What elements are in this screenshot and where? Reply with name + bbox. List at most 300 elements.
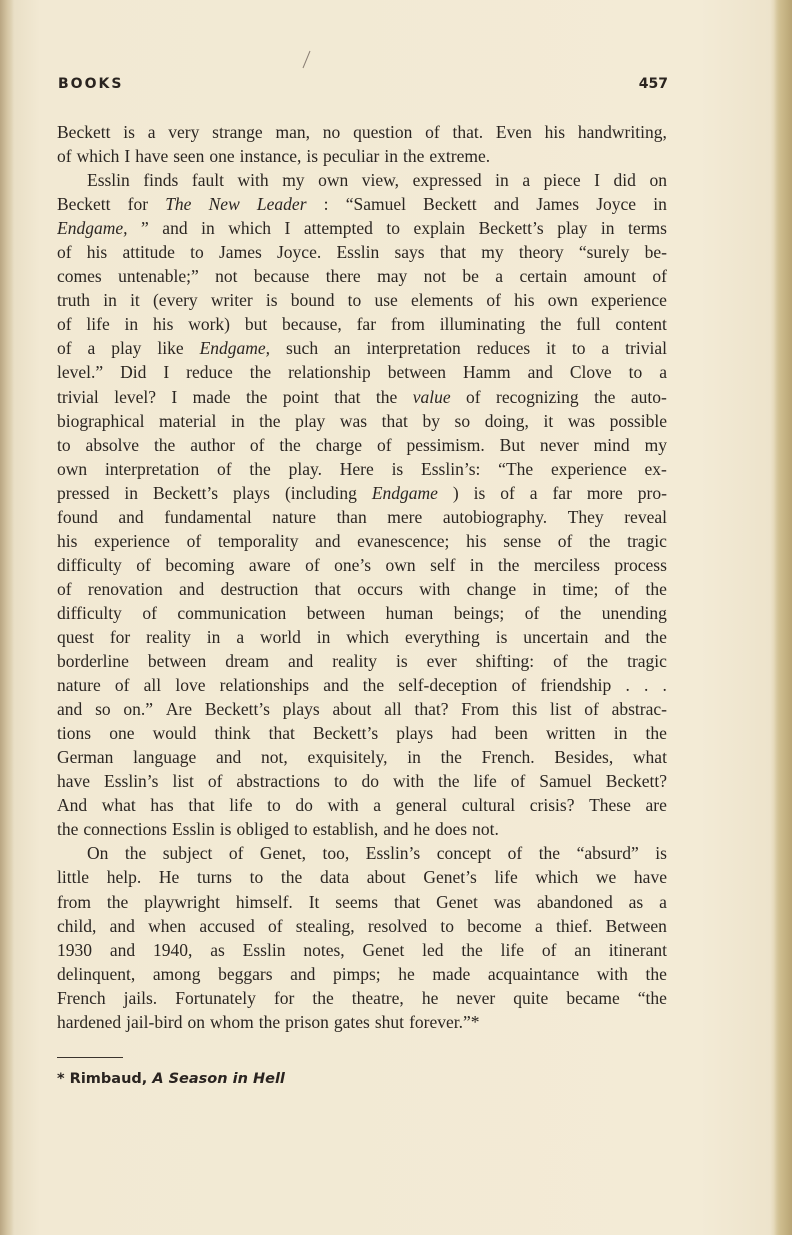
word: Endgame, xyxy=(57,218,128,239)
word: with xyxy=(327,795,359,816)
word: world xyxy=(260,626,301,647)
word: my xyxy=(481,242,504,263)
word: interpretation xyxy=(366,338,461,359)
word: seen xyxy=(173,146,205,167)
word: not xyxy=(215,266,238,287)
word: that xyxy=(381,410,408,431)
word: the xyxy=(153,434,176,455)
text-line xyxy=(57,336,667,360)
word: and xyxy=(493,194,520,215)
word: Beckett? xyxy=(605,771,667,792)
word: a xyxy=(659,891,667,912)
word: Besides, xyxy=(554,747,614,768)
word: difficulty xyxy=(57,554,122,575)
word: James xyxy=(219,242,262,263)
word: attempted xyxy=(303,218,373,239)
word: content xyxy=(615,314,667,335)
word: as xyxy=(210,939,225,960)
word: reveal xyxy=(624,506,667,527)
word: a xyxy=(529,482,538,503)
word: what xyxy=(101,795,136,816)
word: such xyxy=(286,338,319,359)
word: the xyxy=(279,434,301,455)
text-line xyxy=(57,457,667,481)
word: “Samuel xyxy=(345,194,406,215)
text-line xyxy=(57,553,667,577)
word: Endgame, xyxy=(199,338,271,359)
word: trivial xyxy=(625,338,667,359)
word: the xyxy=(438,771,460,792)
word: work) xyxy=(188,314,231,335)
word: not. xyxy=(472,819,499,840)
word: was xyxy=(339,410,368,431)
word: and xyxy=(109,915,135,936)
word: the xyxy=(645,626,667,647)
text-line xyxy=(57,264,667,288)
word: the xyxy=(589,530,611,551)
word: own xyxy=(318,170,349,191)
word: The xyxy=(165,194,192,215)
text-line xyxy=(57,745,667,769)
word: Esslin xyxy=(171,819,215,840)
word: which xyxy=(228,218,272,239)
word: in xyxy=(124,482,139,503)
word: when xyxy=(148,915,187,936)
word: quest xyxy=(57,626,94,647)
word: play. xyxy=(288,458,322,479)
word: of xyxy=(507,843,523,864)
word: that xyxy=(439,242,467,263)
word: there xyxy=(325,266,361,287)
word: amount xyxy=(583,266,636,287)
word: of xyxy=(207,771,223,792)
word: a xyxy=(373,795,381,816)
word: James xyxy=(536,194,580,215)
word: data xyxy=(319,867,350,888)
word: as xyxy=(628,891,644,912)
word: the xyxy=(403,146,425,167)
word: do xyxy=(361,771,380,792)
word: the xyxy=(280,867,303,888)
word: and xyxy=(57,699,83,720)
word: the xyxy=(645,723,667,744)
word: theory xyxy=(518,242,564,263)
word: and xyxy=(215,747,242,768)
word: are xyxy=(645,795,667,816)
word: ” xyxy=(141,218,149,239)
word: the xyxy=(440,747,462,768)
word: to xyxy=(267,795,281,816)
word: that xyxy=(314,578,341,599)
word: of xyxy=(486,290,501,311)
word: accused xyxy=(199,915,255,936)
word: biographical xyxy=(57,410,145,431)
word: which xyxy=(346,626,390,647)
word: by xyxy=(422,410,440,431)
word: the xyxy=(106,891,129,912)
word: level.” xyxy=(57,362,104,383)
word: that xyxy=(334,386,361,407)
word: life xyxy=(494,867,518,888)
word: self-deception xyxy=(398,675,498,696)
word: merciless xyxy=(533,554,600,575)
text-line xyxy=(57,1010,667,1034)
word: comes xyxy=(57,266,102,287)
text-line xyxy=(57,769,667,793)
word: a xyxy=(87,338,96,359)
word: aware xyxy=(248,554,291,575)
word: we xyxy=(595,867,617,888)
word: plays xyxy=(282,699,320,720)
word: himself. xyxy=(235,891,293,912)
word: and xyxy=(109,939,136,960)
word: From xyxy=(461,699,500,720)
word: says xyxy=(394,242,425,263)
word: I xyxy=(171,386,178,407)
word: and xyxy=(604,626,630,647)
word: On xyxy=(87,843,109,864)
word: process xyxy=(614,554,667,575)
word: pessimism. xyxy=(406,434,485,455)
word: and xyxy=(383,819,409,840)
word: untenable;” xyxy=(118,266,199,287)
word: Genet’s xyxy=(423,867,477,888)
word: in xyxy=(124,314,139,335)
word: on xyxy=(649,170,667,191)
word: the xyxy=(540,314,562,335)
word: in xyxy=(653,194,667,215)
word: theatre, xyxy=(351,987,404,1008)
word: jail-bird xyxy=(126,1011,183,1032)
word: 1930 xyxy=(57,939,92,960)
word: life xyxy=(500,939,524,960)
text-line xyxy=(57,120,667,144)
word: been xyxy=(494,723,528,744)
word: to xyxy=(190,242,204,263)
word: whom xyxy=(210,1011,254,1032)
word: the xyxy=(312,987,334,1008)
word: nature xyxy=(57,675,101,696)
word: terms xyxy=(628,218,667,239)
word: and xyxy=(527,362,553,383)
text-line xyxy=(57,216,667,240)
word: illuminating xyxy=(439,314,526,335)
word: French xyxy=(57,987,106,1008)
word: And xyxy=(57,795,88,816)
word: is xyxy=(473,482,486,503)
word: among xyxy=(152,963,201,984)
word: love xyxy=(175,675,206,696)
word: a xyxy=(522,170,531,191)
word: child, xyxy=(57,915,97,936)
word: Clove xyxy=(569,362,612,383)
word: and xyxy=(162,218,188,239)
text-line xyxy=(57,577,667,601)
word: because xyxy=(253,266,310,287)
word: author xyxy=(190,434,235,455)
word: jails. xyxy=(123,987,158,1008)
word: and xyxy=(179,578,205,599)
word: of xyxy=(249,434,265,455)
word: Did xyxy=(120,362,147,383)
word: never xyxy=(456,987,496,1008)
word: the xyxy=(57,819,79,840)
word: mere xyxy=(387,506,423,527)
word: and xyxy=(118,506,144,527)
word: instance, xyxy=(239,146,302,167)
word: his xyxy=(544,122,566,142)
word: far xyxy=(552,482,572,503)
word: fault xyxy=(191,170,224,191)
word: I xyxy=(594,170,600,191)
word: connections xyxy=(83,819,167,840)
word: found xyxy=(57,506,98,527)
word: the xyxy=(594,386,616,407)
word: “The xyxy=(498,458,534,479)
footnote xyxy=(57,1071,285,1087)
word: prison xyxy=(285,1011,329,1032)
word: the xyxy=(497,554,520,575)
word: charge xyxy=(315,434,363,455)
word: Esslin xyxy=(242,939,286,960)
word: is xyxy=(306,146,319,167)
text-line xyxy=(57,649,667,673)
word: abstrac- xyxy=(611,699,667,720)
word: thief. xyxy=(555,915,593,936)
word: Esslin’s: xyxy=(421,458,481,479)
word: led xyxy=(422,939,444,960)
word: to xyxy=(57,434,71,455)
word: did xyxy=(613,170,636,191)
word: experience xyxy=(591,290,667,311)
word: all xyxy=(384,699,402,720)
word: friendship xyxy=(540,675,612,696)
word: the xyxy=(124,843,147,864)
word: human xyxy=(385,602,434,623)
word: the xyxy=(259,410,281,431)
word: all xyxy=(143,675,162,696)
word: Beckett xyxy=(57,122,111,142)
word: was xyxy=(493,891,521,912)
text-line xyxy=(57,817,667,841)
word: it xyxy=(546,338,556,359)
page-number: 457 xyxy=(638,76,668,92)
word: experience xyxy=(94,530,170,551)
word: the xyxy=(246,386,268,407)
word: mind xyxy=(593,434,630,455)
word: his xyxy=(86,242,108,263)
word: written xyxy=(545,723,596,744)
word: of xyxy=(217,458,232,479)
word: auto- xyxy=(630,386,667,407)
word: the xyxy=(645,578,667,599)
word: “the xyxy=(637,987,667,1008)
word: Samuel xyxy=(539,771,592,792)
word: may xyxy=(377,266,408,287)
word: which xyxy=(76,146,120,167)
word: about xyxy=(332,699,372,720)
word: of xyxy=(57,314,72,335)
word: relationship xyxy=(288,362,371,383)
word: reduce xyxy=(186,362,233,383)
word: stealing, xyxy=(295,915,355,936)
footnote-rule xyxy=(57,1057,123,1058)
text-line xyxy=(57,625,667,649)
word: temporality xyxy=(217,530,299,551)
word: Joyce. xyxy=(277,242,322,263)
word: he xyxy=(413,819,431,840)
word: which xyxy=(535,867,579,888)
text-line xyxy=(57,312,667,336)
word: Beckett’s xyxy=(204,699,270,720)
word: own xyxy=(57,458,88,479)
word: would xyxy=(152,723,197,744)
word: of xyxy=(57,338,72,359)
word: of xyxy=(510,771,526,792)
word: of xyxy=(524,602,540,623)
text-line xyxy=(57,673,667,697)
word: with xyxy=(596,963,628,984)
word: for xyxy=(127,194,149,215)
word: one xyxy=(109,723,135,744)
word: They xyxy=(567,506,604,527)
word: his xyxy=(152,314,174,335)
word: more xyxy=(586,482,623,503)
word: the xyxy=(249,458,271,479)
text-line xyxy=(57,240,667,264)
text-line xyxy=(57,914,667,938)
word: in xyxy=(532,578,547,599)
word: of xyxy=(305,554,320,575)
word: made xyxy=(192,386,231,407)
word: : xyxy=(323,194,329,215)
word: very xyxy=(168,122,200,142)
word: Beckett xyxy=(57,194,111,215)
word: is xyxy=(123,122,135,142)
word: pro- xyxy=(637,482,667,503)
word: I xyxy=(163,362,170,383)
word: of xyxy=(228,843,244,864)
word: full xyxy=(576,314,601,335)
word: relationships xyxy=(219,675,310,696)
word: of xyxy=(114,675,130,696)
word: my xyxy=(644,434,667,455)
word: expressed xyxy=(412,170,482,191)
word: (every xyxy=(152,290,198,311)
word: exquisitely, xyxy=(307,747,388,768)
text-line xyxy=(57,168,667,192)
word: (including xyxy=(284,482,357,503)
word: made xyxy=(432,963,471,984)
word: Esslin xyxy=(87,170,130,191)
word: German xyxy=(57,747,114,768)
word: think xyxy=(214,723,251,744)
word: acquaintance xyxy=(487,963,580,984)
text-line xyxy=(57,890,667,914)
word: little xyxy=(57,867,90,888)
word: of xyxy=(541,939,557,960)
word: occurs xyxy=(357,578,403,599)
binding-shadow xyxy=(0,0,14,1235)
word: do xyxy=(295,795,313,816)
word: Even xyxy=(495,122,532,142)
word: peculiar xyxy=(323,146,380,167)
word: is xyxy=(495,626,508,647)
word: he xyxy=(421,987,439,1008)
word: be xyxy=(462,266,479,287)
word: to xyxy=(386,218,401,239)
text-line xyxy=(57,360,667,384)
word: for xyxy=(109,626,131,647)
word: in xyxy=(407,747,421,768)
text-line xyxy=(57,721,667,745)
word: trivial xyxy=(57,386,99,407)
word: possible xyxy=(609,410,667,431)
word: far xyxy=(356,314,377,335)
word: Esslin’s xyxy=(104,771,159,792)
word: the xyxy=(375,386,398,407)
word: like xyxy=(157,338,184,359)
word: destruction xyxy=(220,578,299,599)
word: turns xyxy=(196,867,232,888)
word: on xyxy=(187,1011,206,1032)
word: in xyxy=(230,410,245,431)
word: become xyxy=(467,915,522,936)
word: bound xyxy=(290,290,335,311)
word: value xyxy=(412,386,451,407)
word: that. xyxy=(452,122,484,142)
word: to xyxy=(571,338,586,359)
word: dream xyxy=(225,651,269,672)
word: what xyxy=(632,747,667,768)
word: about xyxy=(366,867,406,888)
word: is xyxy=(265,290,278,311)
word: Genet xyxy=(362,939,405,960)
word: Here xyxy=(339,458,374,479)
word: of xyxy=(557,530,573,551)
text-line xyxy=(57,962,667,986)
word: attitude xyxy=(122,242,175,263)
word: Are xyxy=(165,699,193,720)
word: of xyxy=(500,482,515,503)
word: plays xyxy=(233,482,270,503)
word: was xyxy=(567,410,596,431)
word: have xyxy=(135,146,169,167)
text-line xyxy=(57,505,667,529)
word: obliged xyxy=(236,819,289,840)
word: on.” xyxy=(123,699,154,720)
word: and xyxy=(290,963,316,984)
word: renovation xyxy=(87,578,163,599)
word: of xyxy=(553,651,568,672)
word: Joyce xyxy=(596,194,637,215)
word: New xyxy=(208,194,240,215)
word: it xyxy=(543,410,554,431)
word: in xyxy=(206,626,221,647)
word: finds xyxy=(143,170,179,191)
word: Between xyxy=(605,915,667,936)
word: doing, xyxy=(484,410,529,431)
word: crisis? xyxy=(529,795,575,816)
word: and xyxy=(287,651,314,672)
text-line xyxy=(57,529,667,553)
text-line xyxy=(57,938,667,962)
word: is xyxy=(395,651,408,672)
word: “absurd” xyxy=(576,843,639,864)
word: uncertain xyxy=(523,626,589,647)
word: has xyxy=(150,795,174,816)
word: use xyxy=(374,290,398,311)
